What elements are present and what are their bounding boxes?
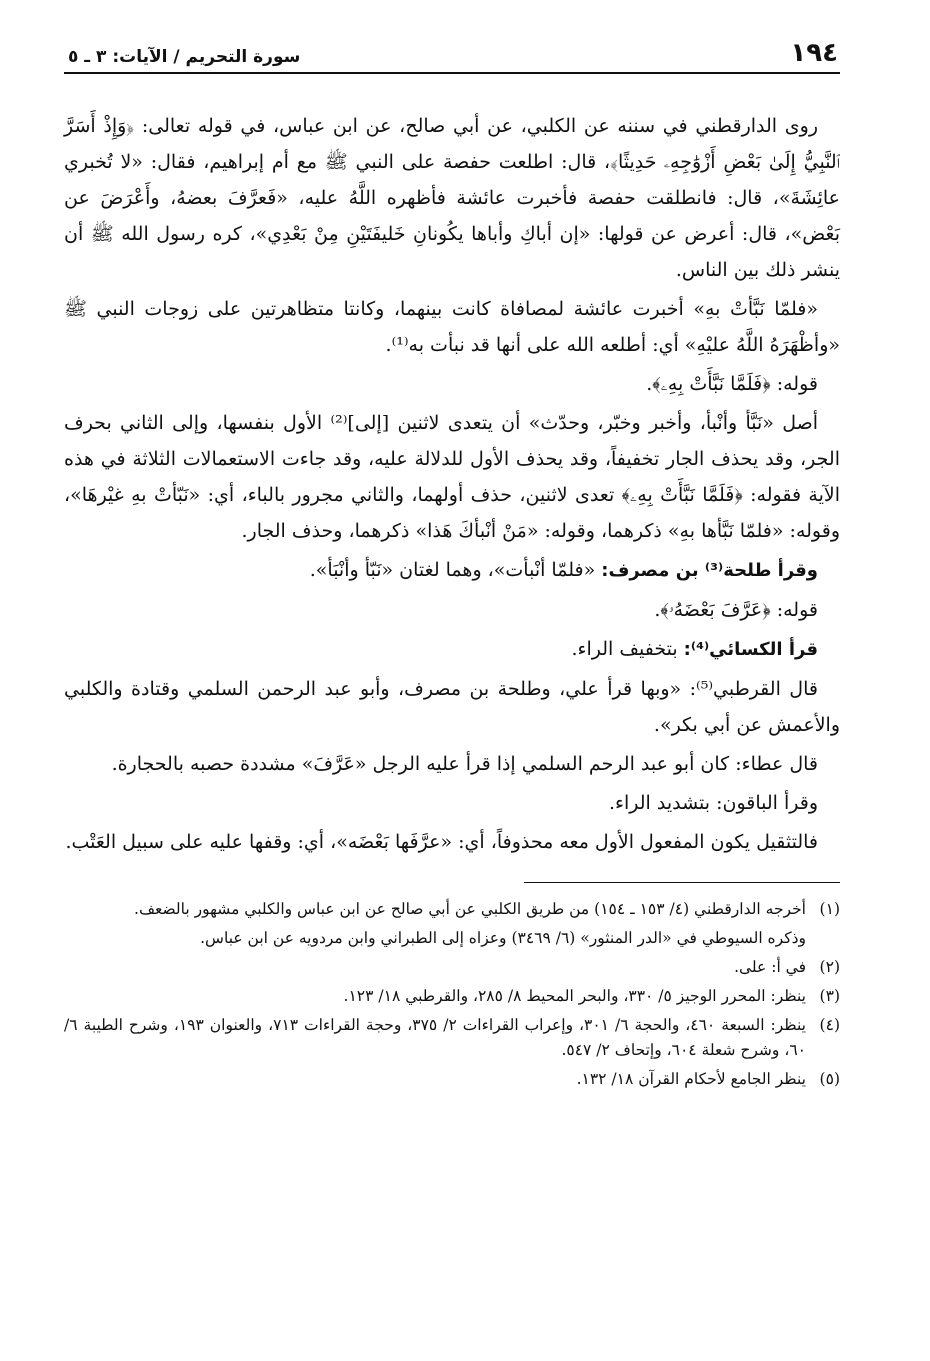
paragraph: قال عطاء: كان أبو عبد الرحم السلمي إذا قرأ عليه الرجل «عَرَّفَ» مشددة حصبه بالحجارة. bbox=[111, 753, 818, 775]
footnote bbox=[64, 955, 840, 980]
paragraph: «فلمّا نَبَّأتْ بهِ» أخبرت عائشة لمصافاة كانت بينهما، وكانتا متظاهرتين على زوجات النبي ﷺ «وأظْهَرَهُ اللَّهُ عليْهِ» أي: أطلعه الله على أنها قد نبأت به⁽¹⁾. bbox=[64, 298, 840, 356]
paragraph-text: «فلمّا أنْبأت»، وهما لغتان «نَبّأ وأنْبَأ». bbox=[309, 559, 602, 581]
paragraph: وقرأ الباقون: بتشديد الراء. bbox=[609, 792, 818, 814]
footnote-text: ينظر: المحرر الوجيز ٥/ ٣٣٠، والبحر المحيط ٨/ ٢٨٥، والقرطبي ١٨/ ١٢٣. bbox=[343, 987, 806, 1005]
footnotes bbox=[64, 897, 840, 1092]
quoted-verse: قوله: ﴿فَلَمَّا نَبَّأَتْ بِهِۦ﴾. bbox=[646, 373, 818, 395]
footnote-text: ينظر: السبعة ٤٦٠، والحجة ٦/ ٣٠١، وإعراب القراءات ٢/ ٣٧٥، وحجة القراءات ٧١٣، والعنوان ١٩٣، وشرح الطيبة ٦/ ٦٠، وشرح شعلة ٦٠٤، وإتحاف ٢/ ٥٤٧. bbox=[64, 1016, 806, 1059]
footnote-number: (٥) bbox=[819, 1070, 840, 1088]
footnote-text: ينظر الجامع لأحكام القرآن ١٨/ ١٣٢. bbox=[576, 1070, 806, 1088]
footnote-number: (٣) bbox=[819, 987, 840, 1005]
paragraph-talha bbox=[64, 552, 840, 589]
footnote-text: في أ: على. bbox=[734, 958, 806, 976]
bold-lead: قرأ الكسائي⁽⁴⁾: bbox=[683, 639, 818, 660]
footnote bbox=[64, 984, 840, 1009]
footnote bbox=[64, 897, 840, 922]
book-page bbox=[64, 28, 840, 1096]
quoted-verse: قوله: ﴿عَرَّفَ بَعْضَهُۥ﴾. bbox=[654, 599, 818, 621]
paragraph: قال القرطبي⁽⁵⁾: «وبها قرأ علي، وطلحة بن مصرف، وأبو عبد الرحمن السلمي وقتادة والكلبي والأعمش عن أبي بكر». bbox=[64, 678, 840, 736]
main-text bbox=[64, 108, 840, 860]
footnote-number: (٤) bbox=[819, 1016, 840, 1034]
paragraph: روى الدارقطني في سننه عن الكلبي، عن أبي صالح، عن ابن عباس، في قوله تعالى: ﴿وَإِذْ أَسَرَّ ٱلنَّبِيُّ إِلَىٰ بَعْضِ أَزْوَٰجِهِۦ حَدِيثًا﴾، قال: اطلعت حفصة على النبي ﷺ مع أم إبراهيم، فقال: «لا تُخبري عائِشَةَ»، قال: فانطلقت حفصة فأخبرت عائشة فأظهره اللَّهُ عليه، «فَعرَّفَ بعضهُ، وأَعْرَضَ عن بَعْض»، قال: أعرض عن قولها: «إن أباكِ وأباها يكُونانِ خَليفَتَيْنِ مِنْ بَعْدِي»، كره رسول الله ﷺ أن ينشر ذلك بين الناس. bbox=[64, 115, 840, 281]
paragraph: فالتثقيل يكون المفعول الأول معه محذوفاً، أي: «عرَّفَها بَعْضَه»، أي: وقفها عليه على سبيل العَتْب. bbox=[65, 831, 818, 853]
paragraph: أصل «نَبَّأ وأنْبأ، وأخبر وخبّر، وحدّث» أن يتعدى لاثنين [إلى]⁽²⁾ الأول بنفسها، وإلى الثاني بحرف الجر، وقد يحذف الجار تخفيفاً، وقد يحذف الأول للدلالة عليه، وقد جاءت الاستعمالات الثلاثة في هذه الآية فقوله: ﴿فَلَمَّا نَبَّأَتْ بِهِۦ﴾ تعدى لاثنين، حذف أولهما، والثاني مجرور بالباء، أي: «نَبّأتْ بهِ غيْرهَا»، وقوله: «فلمّا نَبَّأها بهِ» ذكرهما، وقوله: «مَنْ أنْبأكَ هَذا» ذكرهما، وحذف الجار. bbox=[64, 412, 840, 542]
footnote-number: (١) bbox=[819, 900, 840, 918]
bold-lead: وقرأ طلحة⁽³⁾ بن مصرف: bbox=[601, 560, 818, 581]
paragraph-kisai bbox=[64, 631, 840, 668]
page-number: ١٩٤ bbox=[790, 38, 838, 68]
footnote-text: أخرجه الدارقطني (٤/ ١٥٣ ـ ١٥٤) من طريق الكلبي عن أبي صالح عن ابن عباس والكلبي مشهور بالضعف. bbox=[134, 900, 806, 918]
footnote bbox=[64, 1013, 840, 1063]
running-title: سورة التحريم / الآيات: ٣ ـ ٥ bbox=[68, 47, 301, 67]
paragraph-text: بتخفيف الراء. bbox=[571, 638, 684, 660]
footnote bbox=[64, 1067, 840, 1092]
footnote-continuation: وذكره السيوطي في «الدر المنثور» (٦/ ٣٤٦٩) وعزاه إلى الطبراني وابن مردويه عن ابن عباس. bbox=[200, 929, 806, 947]
footnote-divider bbox=[524, 882, 840, 883]
page-header bbox=[64, 28, 840, 74]
footnote-number: (٢) bbox=[819, 958, 840, 976]
